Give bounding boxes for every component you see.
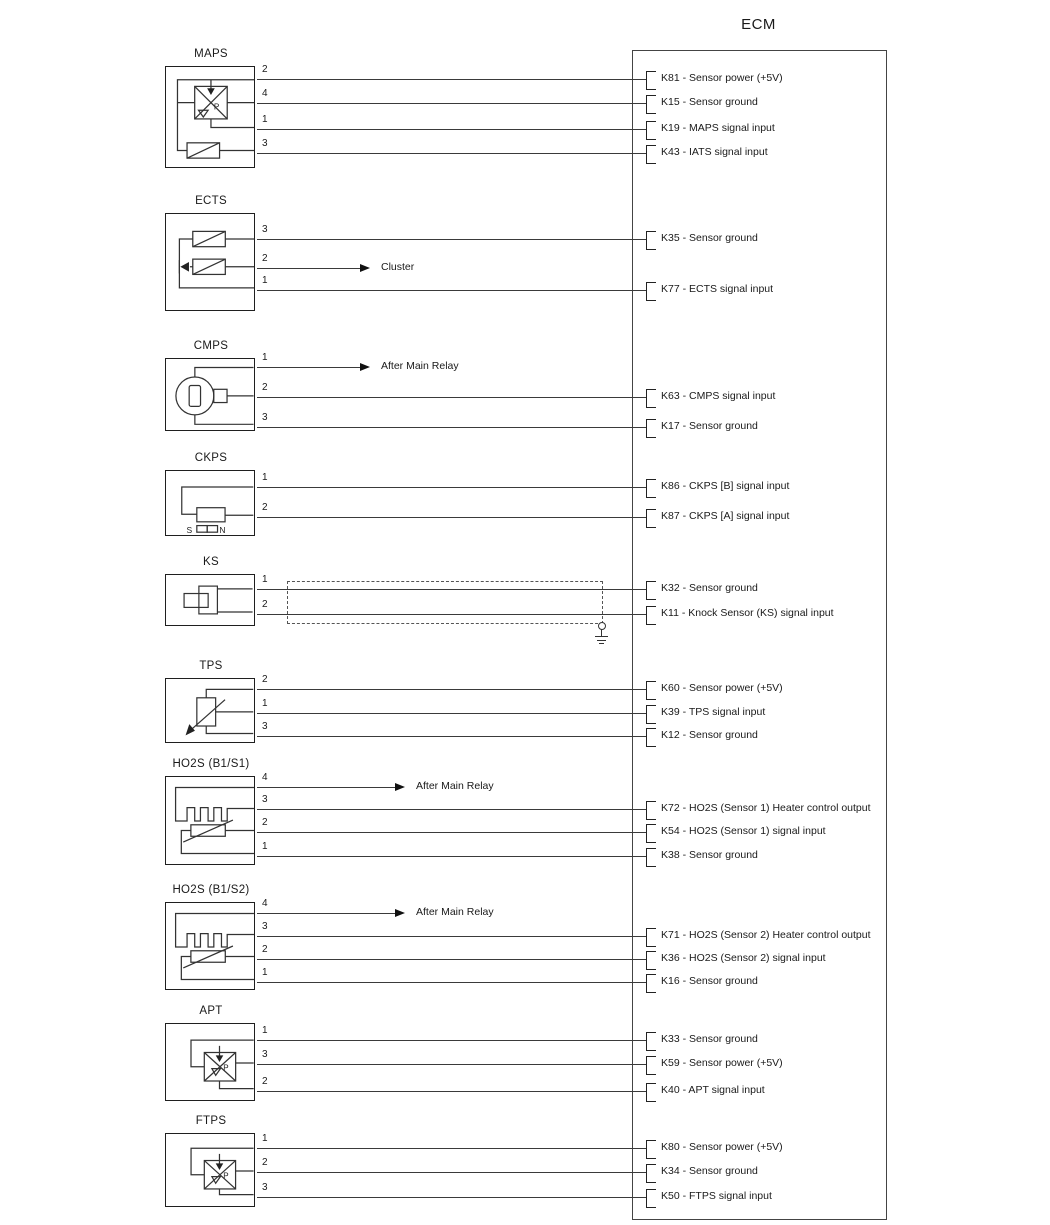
ecm-pin-label: K34 - Sensor ground — [661, 1165, 758, 1177]
wire-destination-label: After Main Relay — [416, 906, 494, 918]
pin-number: 4 — [262, 88, 268, 99]
wire — [257, 713, 647, 714]
ecm-pin-bracket — [646, 1189, 656, 1208]
pin-number: 2 — [262, 1157, 268, 1168]
ecm-pin-bracket — [646, 479, 656, 498]
thermistor-icon — [166, 214, 254, 310]
ecm-pin-label: K72 - HO2S (Sensor 1) Heater control output — [661, 802, 871, 814]
wire — [257, 689, 647, 690]
ecm-pin-label: K43 - IATS signal input — [661, 146, 768, 158]
wire — [257, 517, 647, 518]
sensor-label-ckps: CKPS — [194, 452, 228, 464]
ecm-pin-bracket — [646, 928, 656, 947]
wire — [257, 487, 647, 488]
pin-number: 1 — [262, 967, 268, 978]
magnet-north-label: N — [219, 525, 226, 535]
wire-destination-label: After Main Relay — [416, 780, 494, 792]
pin-number: 1 — [262, 1133, 268, 1144]
pin-number: 4 — [262, 898, 268, 909]
wire — [257, 913, 396, 914]
pin-number: 3 — [262, 138, 268, 149]
pin-number: 3 — [262, 224, 268, 235]
pin-number: 3 — [262, 794, 268, 805]
ecm-pin-bracket — [646, 1032, 656, 1051]
pin-number: 3 — [262, 1049, 268, 1060]
pressure-p-label: P — [223, 1063, 229, 1073]
ecm-pin-label: K80 - Sensor power (+5V) — [661, 1141, 783, 1153]
wire — [257, 809, 647, 810]
pin-number: 3 — [262, 1182, 268, 1193]
wire — [257, 427, 647, 428]
wire — [257, 129, 647, 130]
pin-number: 3 — [262, 921, 268, 932]
ecm-pin-label: K33 - Sensor ground — [661, 1033, 758, 1045]
pin-number: 1 — [262, 698, 268, 709]
pin-number: 1 — [262, 574, 268, 585]
wire-destination-label: After Main Relay — [381, 360, 459, 372]
ecm-pin-bracket — [646, 419, 656, 438]
potentiometer-icon — [166, 679, 254, 742]
sensor-box-cmps — [165, 358, 255, 431]
knock-sensor-icon — [166, 575, 254, 625]
ecm-pin-bracket — [646, 1056, 656, 1075]
sensor-label-apt: APT — [199, 1005, 223, 1017]
sensor-box-apt — [165, 1023, 255, 1101]
wire — [257, 153, 647, 154]
ground-icon — [595, 636, 608, 637]
ecm-pin-label: K35 - Sensor ground — [661, 232, 758, 244]
ecm-pin-label: K15 - Sensor ground — [661, 96, 758, 108]
wire — [257, 787, 396, 788]
ecm-pin-label: K32 - Sensor ground — [661, 582, 758, 594]
ecm-pin-label: K19 - MAPS signal input — [661, 122, 775, 134]
pressure-p-label: P — [213, 102, 220, 112]
ecm-pin-label: K81 - Sensor power (+5V) — [661, 72, 783, 84]
sensor-box-ckps — [165, 470, 255, 536]
pin-number: 1 — [262, 841, 268, 852]
ecm-pin-bracket — [646, 606, 656, 625]
ground-icon — [601, 629, 602, 636]
ground-icon — [599, 643, 604, 644]
ecm-pin-bracket — [646, 71, 656, 90]
ecm-pin-bracket — [646, 681, 656, 700]
wire-destination-label: Cluster — [381, 261, 415, 273]
wire — [257, 589, 647, 590]
ecm-pin-bracket — [646, 121, 656, 140]
ecm-pin-label: K11 - Knock Sensor (KS) signal input — [661, 607, 834, 619]
sensor-box-ftps — [165, 1133, 255, 1207]
ecm-pin-bracket — [646, 951, 656, 970]
sensor-label-ho2s2: HO2S (B1/S2) — [172, 884, 250, 896]
shield-box — [287, 581, 603, 624]
pin-number: 1 — [262, 114, 268, 125]
wire — [257, 982, 647, 983]
ecm-pin-label: K54 - HO2S (Sensor 1) signal input — [661, 825, 826, 837]
ecm-pin-label: K40 - APT signal input — [661, 1084, 765, 1096]
ecm-pin-bracket — [646, 581, 656, 600]
sensor-box-ects — [165, 213, 255, 311]
sensor-box-ho2s2 — [165, 902, 255, 990]
heated-o2-sensor-icon — [166, 903, 254, 989]
pin-number: 1 — [262, 472, 268, 483]
sensor-box-maps — [165, 66, 255, 168]
ecm-pin-bracket — [646, 145, 656, 164]
ecm-pin-label: K39 - TPS signal input — [661, 706, 766, 718]
pressure-sensor-icon — [166, 1134, 254, 1206]
ecm-pin-label: K36 - HO2S (Sensor 2) signal input — [661, 952, 826, 964]
ground-icon — [597, 640, 606, 641]
pin-number: 2 — [262, 944, 268, 955]
wire — [257, 397, 647, 398]
wire — [257, 959, 647, 960]
ecm-pin-bracket — [646, 801, 656, 820]
wire — [257, 1040, 647, 1041]
ecm-pin-label: K59 - Sensor power (+5V) — [661, 1057, 783, 1069]
ecm-pin-bracket — [646, 824, 656, 843]
ecm-pin-bracket — [646, 95, 656, 114]
ecm-pin-bracket — [646, 974, 656, 993]
wire — [257, 614, 647, 615]
ecm-pin-label: K16 - Sensor ground — [661, 975, 758, 987]
ecm-pin-label: K77 - ECTS signal input — [661, 283, 774, 295]
ecm-pin-bracket — [646, 705, 656, 724]
arrowhead-icon — [360, 363, 370, 371]
ecm-pin-bracket — [646, 282, 656, 301]
ecm-pin-bracket — [646, 1164, 656, 1183]
wire — [257, 1091, 647, 1092]
wire — [257, 290, 647, 291]
sensor-label-maps: MAPS — [194, 48, 228, 60]
wire — [257, 832, 647, 833]
sensor-label-ftps: FTPS — [195, 1115, 227, 1127]
ecm-pin-label: K12 - Sensor ground — [661, 729, 758, 741]
ecm-pin-label: K87 - CKPS [A] signal input — [661, 510, 790, 522]
pin-number: 3 — [262, 412, 268, 423]
wire — [257, 856, 647, 857]
wire — [257, 1064, 647, 1065]
sensor-label-ks: KS — [203, 556, 219, 568]
wire — [257, 367, 361, 368]
ecm-pin-label: K71 - HO2S (Sensor 2) Heater control output — [661, 929, 871, 941]
wire — [257, 1172, 647, 1173]
pin-number: 1 — [262, 1025, 268, 1036]
pin-number: 2 — [262, 817, 268, 828]
ecm-pin-bracket — [646, 389, 656, 408]
arrowhead-icon — [395, 909, 405, 917]
sensor-label-cmps: CMPS — [193, 340, 229, 352]
ecm-pin-label: K17 - Sensor ground — [661, 420, 758, 432]
ecm-title: ECM — [741, 16, 776, 33]
wire — [257, 239, 647, 240]
wire — [257, 1148, 647, 1149]
position-sensor-icon — [166, 359, 254, 430]
magnet-south-label: S — [186, 525, 193, 535]
sensor-label-ects: ECTS — [195, 195, 227, 207]
pressure-sensor-icon — [166, 1024, 254, 1100]
pin-number: 2 — [262, 64, 268, 75]
ecm-pin-bracket — [646, 728, 656, 747]
sensor-box-ks — [165, 574, 255, 626]
inductive-sensor-icon — [166, 471, 254, 535]
ecm-pin-label: K63 - CMPS signal input — [661, 390, 776, 402]
wire — [257, 103, 647, 104]
pressure-p-label: P — [223, 1171, 229, 1181]
sensor-label-ho2s1: HO2S (B1/S1) — [172, 758, 250, 770]
pressure-sensor-icon — [166, 67, 254, 167]
ecm-pin-bracket — [646, 848, 656, 867]
ecm-pin-label: K50 - FTPS signal input — [661, 1190, 772, 1202]
wire — [257, 1197, 647, 1198]
heated-o2-sensor-icon — [166, 777, 254, 864]
ecm-pin-bracket — [646, 1140, 656, 1159]
ecm-pin-label: K86 - CKPS [B] signal input — [661, 480, 790, 492]
pin-number: 1 — [262, 275, 268, 286]
pin-number: 2 — [262, 382, 268, 393]
ecm-pin-label: K60 - Sensor power (+5V) — [661, 682, 783, 694]
ecm-pin-bracket — [646, 1083, 656, 1102]
ecm-pin-bracket — [646, 509, 656, 528]
wire — [257, 736, 647, 737]
wire — [257, 79, 647, 80]
wire — [257, 268, 361, 269]
sensor-box-ho2s1 — [165, 776, 255, 865]
pin-number: 2 — [262, 1076, 268, 1087]
sensor-box-tps — [165, 678, 255, 743]
ecm-pin-label: K38 - Sensor ground — [661, 849, 758, 861]
pin-number: 3 — [262, 721, 268, 732]
sensor-label-tps: TPS — [199, 660, 223, 672]
pin-number: 1 — [262, 352, 268, 363]
pin-number: 2 — [262, 674, 268, 685]
arrowhead-icon — [360, 264, 370, 272]
ecm-pin-bracket — [646, 231, 656, 250]
arrowhead-icon — [395, 783, 405, 791]
pin-number: 2 — [262, 253, 268, 264]
wire — [257, 936, 647, 937]
pin-number: 2 — [262, 599, 268, 610]
pin-number: 4 — [262, 772, 268, 783]
pin-number: 2 — [262, 502, 268, 513]
